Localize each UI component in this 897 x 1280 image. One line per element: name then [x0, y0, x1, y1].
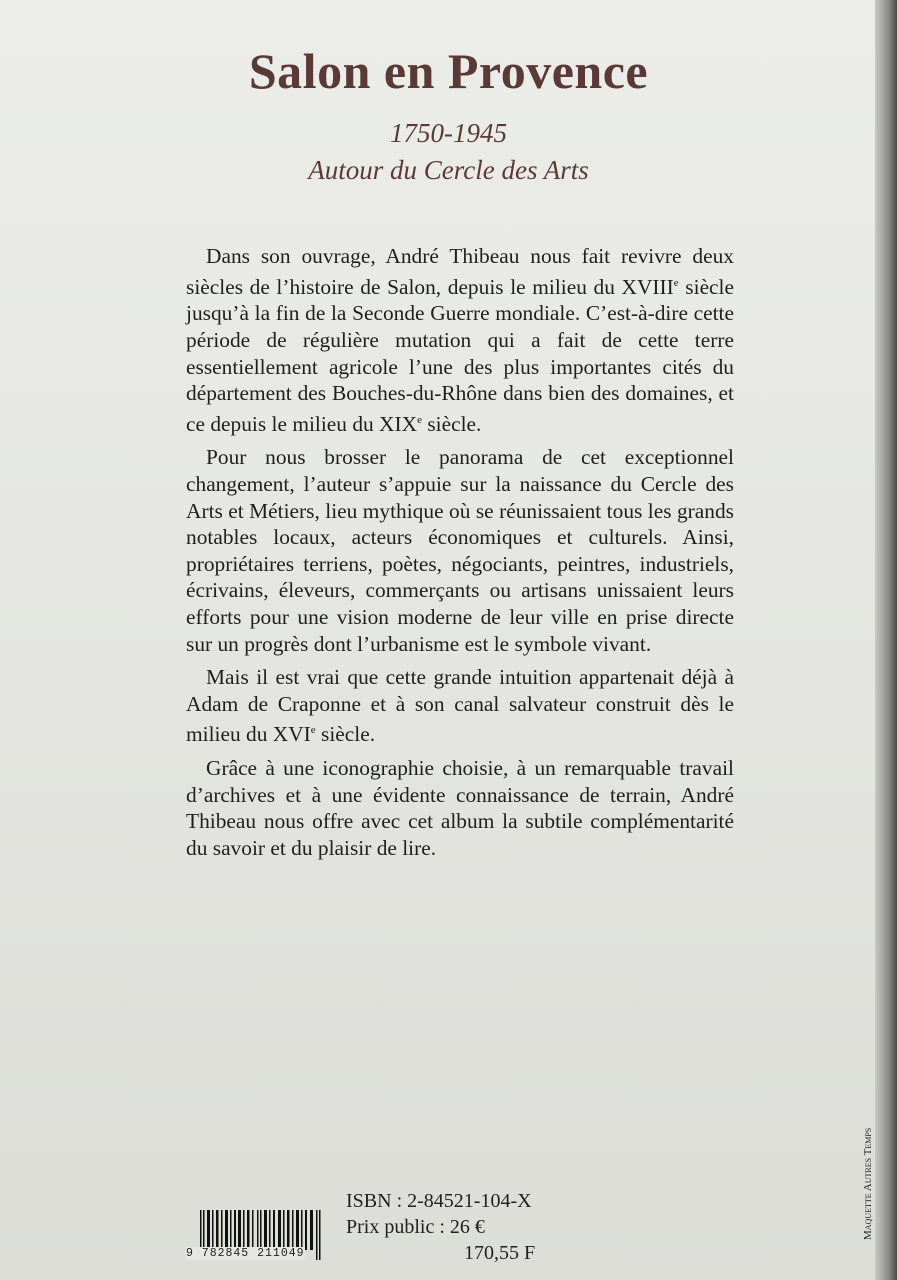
design-credit: [862, 1128, 874, 1240]
book-title: Salon en Provence: [248, 43, 649, 99]
cover-edge-shadow: [875, 0, 897, 1280]
blurb: [186, 243, 734, 868]
barcode-digits: 9 782845 211049: [186, 1247, 305, 1260]
book-subtitle-text: Autour du Cercle des Arts: [308, 155, 589, 185]
blurb-paragraph-1: Dans son ouvrage, André Thibeau nous fait revivre deux siècles de l’histoire de Salon, depuis le milieu du XVIIIe siècle jusqu’à la fin de la Seconde Guerre mondiale. C’est-à-dire cette période de régulière mutation qui a fait de cette terre essentiellement agricole l’une des plus importantes cités du département des Bouches-du-Rhône dans bien des domaines, et ce depuis le milieu du XIXe siècle.: [186, 244, 734, 436]
blurb-paragraph-2: Pour nous brosser le panorama de cet exceptionnel changement, l’auteur s’appuie sur la naissance du Cercle des Arts et Métiers, lieu mythique où se réunissaient tous les grands notables locaux, acteurs économiques et culturels. Ainsi, propriétaires terriens, poètes, négociants, peintres, industriels, écrivains, éleveurs, commerçants ou artisans unissaient leurs efforts pour une vision moderne de leur ville en prise directe sur un progrès dont l’urbanisme est le symbole vivant.: [186, 445, 734, 656]
price-euro: Prix public : 26 €: [346, 1216, 485, 1238]
design-credit-name: Autres Temps: [862, 1127, 874, 1192]
price-franc: 170,55 F: [464, 1242, 536, 1264]
book-subtitle-dates: 1750-1945: [390, 118, 507, 148]
isbn-label: ISBN : 2-84521-104-X: [346, 1190, 532, 1212]
isbn-price-block: [346, 1188, 535, 1266]
blurb-paragraph-3: Mais il est vrai que cette grande intuition appartenait déjà à Adam de Craponne et à son canal salvateur construit dès le milieu du XVIe siècle.: [186, 665, 734, 747]
design-credit-prefix: Maquette: [862, 1191, 874, 1240]
blurb-paragraph-4: Grâce à une iconographie choisie, à un remarquable travail d’archives et à une évidente connaissance de terrain, André Thibeau nous offre avec cet album la subtile complémentarité du savoir et du plaisir de lire.: [186, 756, 734, 860]
